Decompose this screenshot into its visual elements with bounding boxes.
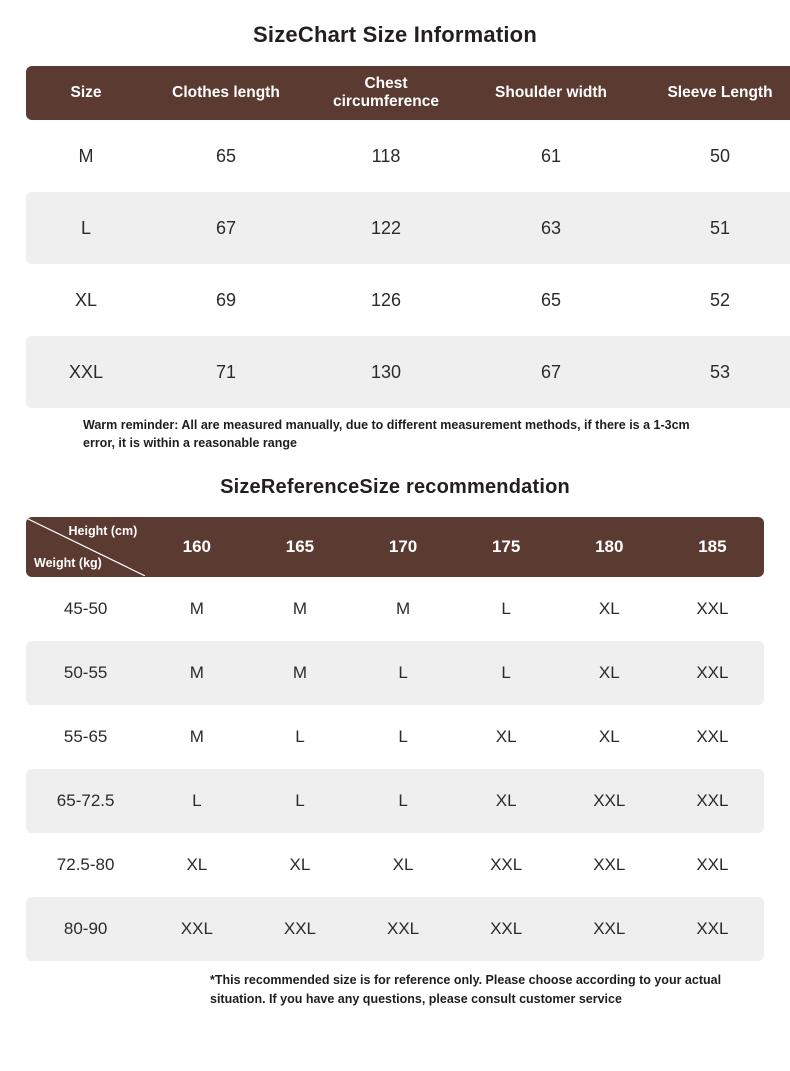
header-height-165: 165 [248, 517, 351, 577]
table-row [26, 897, 764, 961]
table-row [26, 336, 790, 408]
size-reference-title: SizeReferenceSize recommendation [220, 476, 570, 499]
size-chart-body [26, 120, 790, 408]
table-row [26, 833, 764, 897]
cell-size-rec: L [352, 641, 455, 705]
table-row [26, 641, 764, 705]
cell-size-rec: XL [392, 855, 414, 875]
cell-sleeve-length: 53 [636, 336, 790, 408]
cell-size-rec: XXL [593, 855, 626, 875]
cell-size-rec: XXL [661, 769, 764, 833]
header-corner-cell [26, 517, 145, 577]
cell-weight-range: 80-90 [26, 897, 145, 961]
cell-size-rec: XXL [248, 897, 351, 961]
cell-chest-circumference: 126 [370, 289, 402, 310]
cell-size-rec: L [295, 727, 305, 747]
cell-size-rec: XXL [696, 855, 729, 875]
cell-shoulder-width: 67 [466, 336, 636, 408]
cell-size-rec: XXL [352, 897, 455, 961]
cell-sleeve-length: 52 [709, 289, 731, 310]
table-row [26, 577, 764, 641]
cell-weight-range: 45-50 [63, 599, 108, 619]
header-height-180: 180 [558, 517, 661, 577]
cell-size-rec: L [248, 769, 351, 833]
header-height-160: 160 [145, 517, 248, 577]
cell-clothes-length: 71 [146, 336, 306, 408]
cell-chest-circumference: 122 [306, 192, 466, 264]
size-chart-table [26, 66, 790, 408]
size-reference-header-row [26, 517, 764, 577]
cell-size-rec: XL [495, 727, 517, 747]
weight-axis-label: Weight (kg) [34, 556, 102, 571]
table-row [26, 769, 764, 833]
cell-size: XL [74, 289, 98, 310]
size-chart-header-chest-circumference: Chest circumference [306, 66, 466, 120]
size-chart-header-sleeve-length: Sleeve Length [636, 66, 790, 120]
height-axis-label: Height (cm) [68, 524, 138, 539]
table-row [26, 705, 764, 769]
cell-size-rec: XXL [558, 769, 661, 833]
cell-size-rec: L [501, 599, 511, 619]
size-chart-header-clothes-length: Clothes length [146, 66, 306, 120]
cell-chest-circumference: 118 [371, 145, 401, 166]
cell-clothes-length: 67 [146, 192, 306, 264]
table-row [26, 120, 790, 192]
cell-size: M [78, 145, 94, 166]
cell-size-rec: M [189, 727, 204, 747]
cell-size-rec: XXL [490, 855, 523, 875]
table-row [26, 192, 790, 264]
cell-size-rec: L [455, 641, 558, 705]
cell-clothes-length: 69 [215, 289, 237, 310]
cell-shoulder-width: 61 [540, 145, 562, 166]
size-chart-header-row [26, 66, 790, 120]
cell-size-rec: XL [186, 855, 208, 875]
header-height-185: 185 [661, 517, 764, 577]
cell-size-rec: XXL [558, 897, 661, 961]
cell-chest-circumference: 130 [306, 336, 466, 408]
cell-size-rec: XL [455, 769, 558, 833]
cell-size-rec: M [248, 641, 351, 705]
cell-size-rec: M [189, 599, 204, 619]
header-height-175: 175 [455, 517, 558, 577]
header-height-170: 170 [352, 517, 455, 577]
size-chart-header-size: Size [26, 66, 146, 120]
cell-weight-range: 72.5-80 [56, 855, 115, 875]
reference-footnote: *This recommended size is for reference only. Please choose according to your actual situation. If you have any questions, please consult customer service [210, 973, 722, 1006]
cell-weight-range: 50-55 [26, 641, 145, 705]
cell-size-rec: L [352, 769, 455, 833]
cell-sleeve-length: 50 [709, 145, 731, 166]
size-reference-table [26, 517, 764, 961]
cell-size-rec: XL [598, 727, 620, 747]
cell-size: XXL [26, 336, 146, 408]
cell-size-rec: M [292, 599, 308, 619]
cell-weight-range: 55-65 [63, 727, 108, 747]
size-chart-title: SizeChart Size Information [253, 22, 537, 47]
cell-size-rec: L [145, 769, 248, 833]
cell-size-rec: XXL [696, 599, 729, 619]
cell-size-rec: XXL [455, 897, 558, 961]
cell-size-rec: XXL [661, 897, 764, 961]
cell-size-rec: XL [558, 641, 661, 705]
cell-size-rec: XXL [696, 727, 729, 747]
cell-size: L [26, 192, 146, 264]
cell-sleeve-length: 51 [636, 192, 790, 264]
size-information-page [0, 22, 790, 1071]
cell-shoulder-width: 65 [540, 289, 562, 310]
cell-size-rec: XXL [661, 641, 764, 705]
size-chart-header-shoulder-width: Shoulder width [466, 66, 636, 120]
cell-size-rec: XXL [145, 897, 248, 961]
size-reference-body [26, 577, 764, 961]
cell-size-rec: M [395, 599, 411, 619]
cell-shoulder-width: 63 [466, 192, 636, 264]
measurement-note: Warm reminder: All are measured manually, due to different measurement methods, if there is a 1-3cm error, it is within a reasonable range [83, 418, 690, 451]
table-row [26, 264, 790, 336]
cell-size-rec: M [145, 641, 248, 705]
cell-size-rec: XL [289, 855, 311, 875]
cell-size-rec: L [398, 727, 408, 747]
cell-clothes-length: 65 [215, 145, 237, 166]
cell-weight-range: 65-72.5 [26, 769, 145, 833]
cell-size-rec: XL [598, 599, 620, 619]
